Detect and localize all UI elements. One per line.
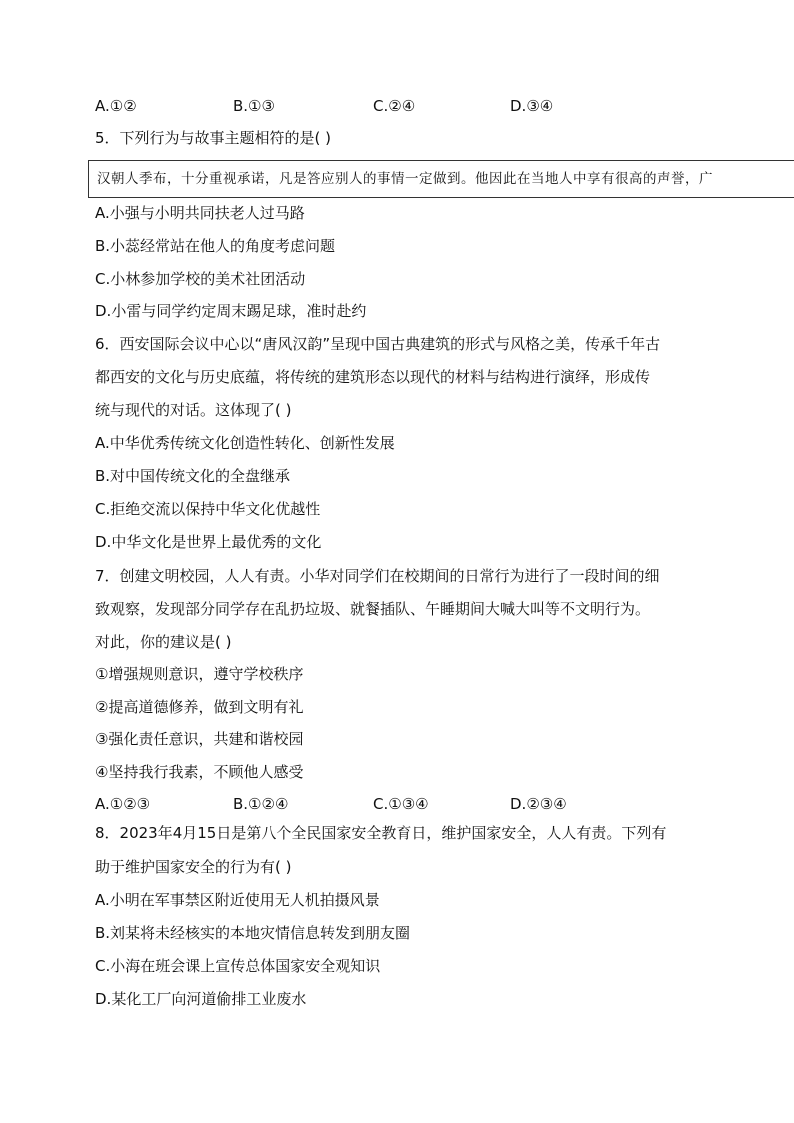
q8-option-d[interactable]: D.某化工厂向河道偷排工业废水 — [95, 990, 307, 1008]
q6-stem-line-2: 都西安的文化与历史底蕴，将传统的建筑形态以现代的材料与结构进行演绎，形成传 — [95, 368, 651, 386]
q7-option-d[interactable]: D.②③④ — [510, 795, 567, 813]
q5-passage-box — [88, 160, 794, 198]
q7-option-b[interactable]: B.①②④ — [233, 795, 289, 813]
q8-option-a[interactable]: A.小明在军事禁区附近使用无人机拍摄风景 — [95, 891, 380, 909]
q7-option-a[interactable]: A.①②③ — [95, 795, 151, 813]
option-a[interactable]: A.①② — [95, 97, 137, 115]
q7-statement-4: ④坚持我行我素，不顾他人感受 — [95, 763, 304, 781]
q6-option-d[interactable]: D.中华文化是世界上最优秀的文化 — [95, 533, 322, 551]
q6-option-b[interactable]: B.对中国传统文化的全盘继承 — [95, 467, 291, 485]
q6-stem-line-1: 6．西安国际会议中心以“唐风汉韵”呈现中国古典建筑的形式与风格之美，传承千年古 — [95, 335, 661, 353]
q6-option-a[interactable]: A.中华优秀传统文化创造性转化、创新性发展 — [95, 434, 395, 452]
q8-stem-line-2: 助于维护国家安全的行为有( ) — [95, 858, 292, 876]
option-d[interactable]: D.③④ — [510, 97, 554, 115]
q5-option-a[interactable]: A.小强与小明共同扶老人过马路 — [95, 204, 305, 222]
q5-stem: 5．下列行为与故事主题相符的是( ) — [95, 129, 332, 147]
option-b[interactable]: B.①③ — [233, 97, 275, 115]
q7-stem-line-2: 致观察，发现部分同学存在乱扔垃圾、就餐插队、午睡期间大喊大叫等不文明行为。 — [95, 600, 651, 618]
q5-option-c[interactable]: C.小林参加学校的美术社团活动 — [95, 270, 306, 288]
q6-option-c[interactable]: C.拒绝交流以保持中华文化优越性 — [95, 500, 321, 518]
q7-option-c[interactable]: C.①③④ — [373, 795, 429, 813]
q8-option-c[interactable]: C.小海在班会课上宣传总体国家安全观知识 — [95, 957, 381, 975]
q7-stem-line-1: 7．创建文明校园，人人有责。小华对同学们在校期间的日常行为进行了一段时间的细 — [95, 567, 660, 585]
q7-stem-line-3: 对此，你的建议是( ) — [95, 633, 232, 651]
option-c[interactable]: C.②④ — [373, 97, 416, 115]
q5-option-d[interactable]: D.小雷与同学约定周末踢足球，准时赴约 — [95, 302, 367, 320]
q8-option-b[interactable]: B.刘某将未经核实的本地灾情信息转发到朋友圈 — [95, 924, 411, 942]
q7-statement-1: ①增强规则意识，遵守学校秩序 — [95, 665, 304, 683]
q6-stem-line-3: 统与现代的对话。这体现了( ) — [95, 401, 292, 419]
q7-statement-3: ③强化责任意识，共建和谐校园 — [95, 730, 304, 748]
q8-stem-line-1: 8．2023年4月15日是第八个全民国家安全教育日，维护国家安全，人人有责。下列有 — [95, 824, 667, 842]
q7-statement-2: ②提高道德修养，做到文明有礼 — [95, 698, 304, 716]
q5-option-b[interactable]: B.小蕊经常站在他人的角度考虑问题 — [95, 237, 336, 255]
q5-passage: 汉朝人季布，十分重视承诺，凡是答应别人的事情一定做到。他因此在当地人中享有很高的声誉，广 — [97, 171, 713, 187]
